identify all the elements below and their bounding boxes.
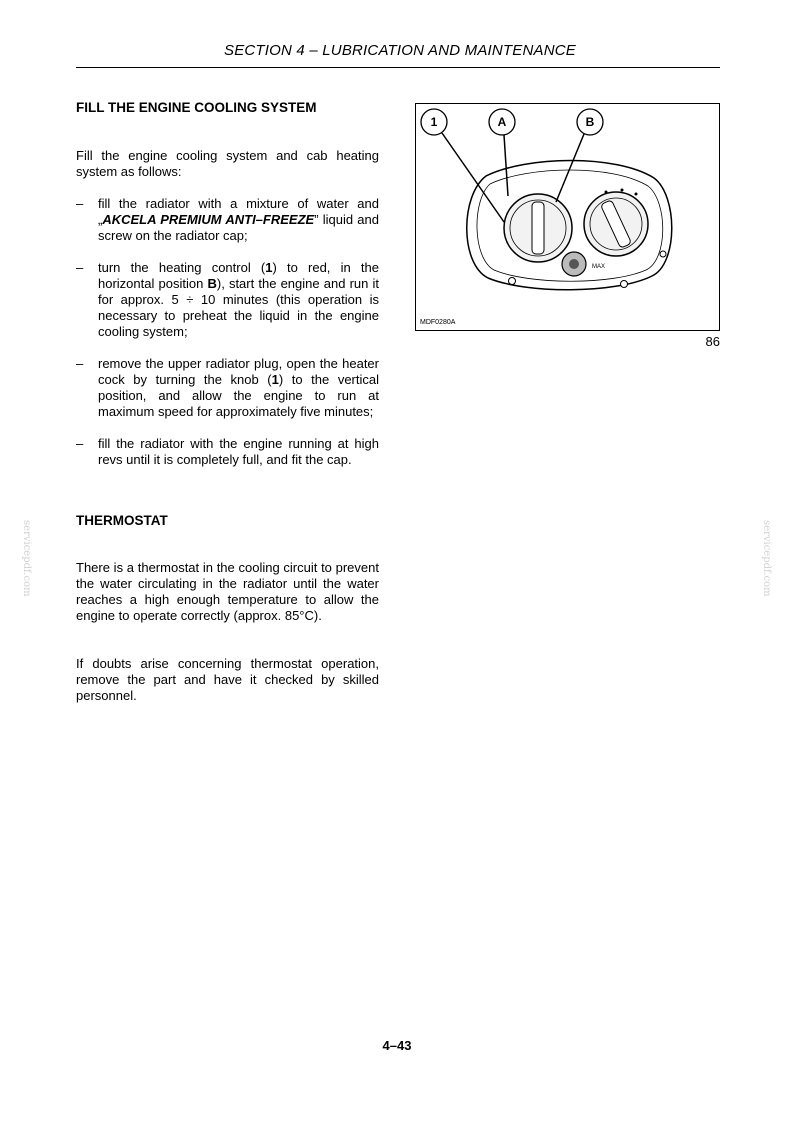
bullet-dash: – (76, 356, 84, 371)
screw-icon (660, 251, 666, 257)
bullet-dash: – (76, 196, 84, 211)
indicator-dot (605, 191, 608, 194)
step3-text: ) to the vertical position, and allow the engine to run at maximum speed for approximately five minutes; (98, 372, 379, 419)
list-item (76, 196, 379, 244)
list-item (76, 260, 379, 340)
step2-text: ) to red, in the horizontal position (98, 260, 379, 291)
heading-fill-cooling-system: FILL THE ENGINE COOLING SYSTEM (76, 100, 317, 115)
watermark-left: servicepdf.com (21, 520, 32, 597)
callout-1-label: 1 (430, 115, 438, 129)
screw-icon (509, 278, 516, 285)
step3-text: remove the upper radiator plug, open the heater cock by turning the knob ( (98, 356, 379, 387)
figure-code: MDF0280A (420, 319, 456, 326)
section-header-title: SECTION 4 – LUBRICATION AND MAINTENANCE (223, 42, 577, 59)
list-item (76, 356, 379, 420)
knob-grip (532, 202, 544, 254)
heading-thermostat: THERMOSTAT (76, 513, 168, 528)
step1-text-end: ” liquid and screw on the radiator cap; (98, 212, 379, 243)
step2-text: ), start the engine and run it for approx. 5 ÷ 10 minutes (this operation is necessary to preheat the liquid in the engine cooling system; (98, 276, 380, 339)
antifreeze-product-name: AKCELA PREMIUM ANTI–FREEZE (102, 212, 315, 227)
leader-line-a (504, 135, 508, 196)
leader-line-1 (442, 133, 504, 222)
bullet-dash: – (76, 260, 84, 275)
screw-icon (621, 281, 628, 288)
header-rule (76, 67, 720, 68)
list-item (76, 436, 379, 468)
figure-number: 86 (705, 334, 720, 349)
indicator-dot (635, 193, 638, 196)
heater-control-figure (415, 103, 720, 331)
ref-1: 1 (265, 260, 273, 275)
ref-1: 1 (271, 372, 279, 387)
thermostat-paragraph-2: If doubts arise concerning thermostat operation, remove the part and have it checked by skilled personnel. (76, 656, 379, 703)
main-text-column (76, 100, 379, 704)
page-number: 4–43 (382, 1038, 412, 1053)
watermark-right: servicepdf.com (761, 520, 772, 597)
leader-line-b (556, 134, 584, 202)
step2-text: turn the heating control ( (98, 260, 266, 275)
max-label: MAX (592, 264, 606, 270)
bullet-dash: – (76, 436, 84, 451)
small-knob-center (569, 259, 579, 269)
callout-a-label: A (497, 115, 507, 129)
procedure-steps-list (76, 196, 379, 468)
heater-control-illustration (416, 104, 719, 330)
thermostat-paragraph-1: There is a thermostat in the cooling circuit to prevent the water circulating in the radiator until the water reaches a high enough temperature to allow the engine to operate correctly (approx. 85°C). (76, 560, 379, 623)
ref-b: B (207, 276, 217, 291)
intro-paragraph: Fill the engine cooling system and cab heating system as follows: (76, 148, 379, 179)
step4-text: fill the radiator with the engine running at high revs until it is completely full, and fit the cap. (98, 436, 379, 467)
indicator-dot (621, 189, 624, 192)
step1-text: fill the radiator with a mixture of water and „ (98, 196, 379, 227)
callout-b-label: B (585, 115, 595, 129)
